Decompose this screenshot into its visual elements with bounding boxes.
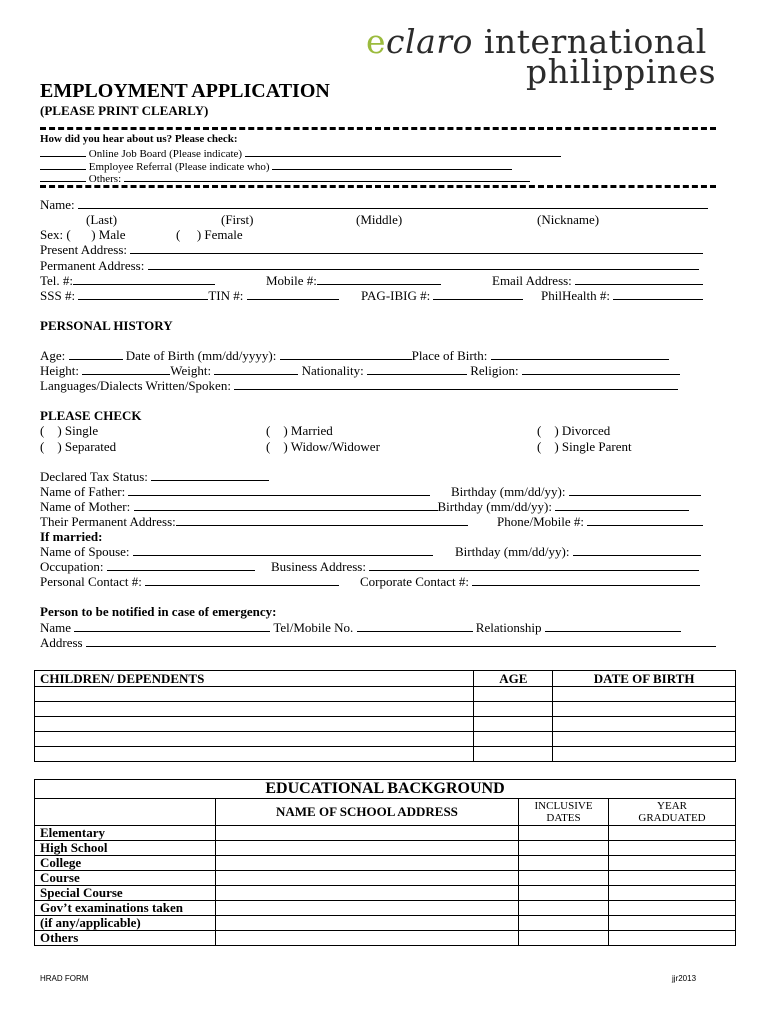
mother-field[interactable] [134, 499, 438, 511]
their-address-row: Their Permanent Address: [40, 514, 468, 529]
spouse-bday-field[interactable] [573, 544, 701, 556]
tax-row: Declared Tax Status: [40, 469, 269, 484]
languages-row: Languages/Dialects Written/Spoken: [40, 378, 678, 393]
label-middle: (Middle) [356, 212, 403, 227]
phone-row: Phone/Mobile #: [497, 514, 703, 529]
table-row: College [35, 856, 736, 871]
civil-single-parent[interactable]: ( ) Single Parent [537, 439, 632, 454]
personal-contact-row: Personal Contact #: [40, 574, 339, 589]
phone-field[interactable] [587, 514, 703, 526]
section-heading-civil: PLEASE CHECK [40, 408, 142, 423]
emergency-relationship-field[interactable] [545, 620, 681, 632]
tel-row: Tel. #: [40, 273, 215, 288]
pagibig-row: PAG-IBIG #: [361, 288, 523, 303]
page-title: EMPLOYMENT APPLICATION [40, 80, 330, 102]
height-field[interactable] [82, 363, 170, 375]
philhealth-row: PhilHealth #: [541, 288, 703, 303]
sss-field[interactable] [78, 288, 208, 300]
table-row: (if any/applicable) [35, 916, 736, 931]
emergency-address-row: Address [40, 635, 716, 650]
languages-field[interactable] [234, 378, 678, 390]
table-row [35, 702, 736, 717]
mother-bday-field[interactable] [555, 499, 689, 511]
label-first: (First) [221, 212, 254, 227]
pagibig-field[interactable] [433, 288, 523, 300]
label-nickname: (Nickname) [537, 212, 600, 227]
table-row [35, 747, 736, 762]
father-row: Name of Father: [40, 484, 430, 499]
company-logo: eclaro international [366, 22, 707, 61]
col-year: YEAR GRADUATED [609, 799, 736, 826]
father-bday-field[interactable] [569, 484, 701, 496]
education-table [34, 779, 736, 946]
present-address-row: Present Address: [40, 242, 703, 257]
nationality-field[interactable] [367, 363, 467, 375]
corporate-contact-field[interactable] [472, 574, 700, 586]
col-dates: INCLUSIVE DATES [519, 799, 609, 826]
table-row [35, 717, 736, 732]
company-logo-subtitle: philippines [526, 52, 717, 91]
tel-field[interactable] [73, 273, 215, 285]
business-row: Business Address: [271, 559, 699, 574]
civil-separated[interactable]: ( ) Separated [40, 439, 117, 454]
hear-question: How did you hear about us? Please check: [40, 133, 238, 145]
footer-form-code: HRAD FORM [40, 974, 89, 983]
dashed-divider [40, 185, 716, 188]
emergency-address-field[interactable] [86, 635, 716, 647]
female-option: ( ) Female [176, 227, 243, 242]
sex-row: Sex: ( ) Male [40, 227, 126, 242]
table-row: Gov’t examinations taken [35, 901, 736, 916]
table-row: Course [35, 871, 736, 886]
education-title: EDUCATIONAL BACKGROUND [35, 780, 736, 799]
checkbox-line[interactable] [40, 158, 86, 170]
emergency-name-field[interactable] [74, 620, 270, 632]
mobile-field[interactable] [317, 273, 441, 285]
table-row [35, 732, 736, 747]
father-field[interactable] [128, 484, 430, 496]
civil-divorced[interactable]: ( ) Divorced [537, 423, 611, 438]
col-children: CHILDREN/ DEPENDENTS [35, 671, 474, 687]
sss-row: SSS #: TIN #: [40, 288, 339, 303]
permanent-address-field[interactable] [148, 258, 699, 270]
mother-row: Name of Mother: Birthday (mm/dd/yy): [40, 499, 689, 514]
age-row: Age: Date of Birth (mm/dd/yyyy): Place of Birth: [40, 348, 669, 363]
table-row: Special Course [35, 886, 736, 901]
page-subtitle: (PLEASE PRINT CLEARLY) [40, 103, 209, 118]
online-board-field[interactable] [245, 145, 561, 157]
age-field[interactable] [69, 348, 123, 360]
col-school: NAME OF SCHOOL ADDRESS [215, 799, 518, 826]
spouse-row: Name of Spouse: [40, 544, 433, 559]
weight-field[interactable] [214, 363, 298, 375]
col-dob: DATE OF BIRTH [553, 671, 736, 687]
emergency-tel-field[interactable] [357, 620, 473, 632]
occupation-field[interactable] [107, 559, 255, 571]
table-row: Elementary [35, 826, 736, 841]
religion-field[interactable] [522, 363, 680, 375]
name-row: Name: [40, 197, 708, 212]
hear-option-referral: Employee Referral (Please indicate who) [40, 158, 512, 173]
hear-option-others: Others: [40, 170, 530, 185]
father-bday-row: Birthday (mm/dd/yy): [451, 484, 701, 499]
children-table [34, 670, 736, 762]
table-row [35, 687, 736, 702]
footer-revision: jjr2013 [672, 974, 697, 983]
height-row: Height: Weight: Nationality: Religion: [40, 363, 680, 378]
mobile-row: Mobile #: [266, 273, 441, 288]
col-age: AGE [474, 671, 553, 687]
civil-widow[interactable]: ( ) Widow/Widower [266, 439, 380, 454]
hear-option-online: Online Job Board (Please indicate) [40, 145, 561, 160]
present-address-field[interactable] [130, 242, 703, 254]
personal-contact-field[interactable] [145, 574, 339, 586]
their-address-field[interactable] [176, 514, 468, 526]
tax-field[interactable] [151, 469, 269, 481]
if-married-label: If married: [40, 529, 103, 544]
permanent-address-row: Permanent Address: [40, 258, 699, 273]
checkbox-line[interactable] [40, 145, 86, 157]
email-field[interactable] [575, 273, 703, 285]
tin-field[interactable] [247, 288, 339, 300]
dob-field[interactable] [280, 348, 412, 360]
civil-married[interactable]: ( ) Married [266, 423, 333, 438]
label-last: (Last) [86, 212, 118, 227]
civil-single[interactable]: ( ) Single [40, 423, 99, 438]
spouse-field[interactable] [133, 544, 433, 556]
business-field[interactable] [369, 559, 699, 571]
dashed-divider [40, 127, 716, 130]
spouse-bday-row: Birthday (mm/dd/yy): [455, 544, 701, 559]
emergency-row: Name Tel/Mobile No. Relationship [40, 620, 681, 635]
email-row: Email Address: [492, 273, 703, 288]
occupation-row: Occupation: [40, 559, 255, 574]
emergency-heading: Person to be notified in case of emergency: [40, 604, 277, 619]
pob-field[interactable] [491, 348, 669, 360]
corporate-contact-row: Corporate Contact #: [360, 574, 700, 589]
referral-field[interactable] [272, 158, 512, 170]
table-row: High School [35, 841, 736, 856]
philhealth-field[interactable] [613, 288, 703, 300]
table-row: Others [35, 931, 736, 946]
checkbox-line[interactable] [40, 170, 86, 182]
section-heading-personal: PERSONAL HISTORY [40, 318, 173, 333]
name-field[interactable] [78, 197, 708, 209]
others-field[interactable] [124, 170, 530, 182]
